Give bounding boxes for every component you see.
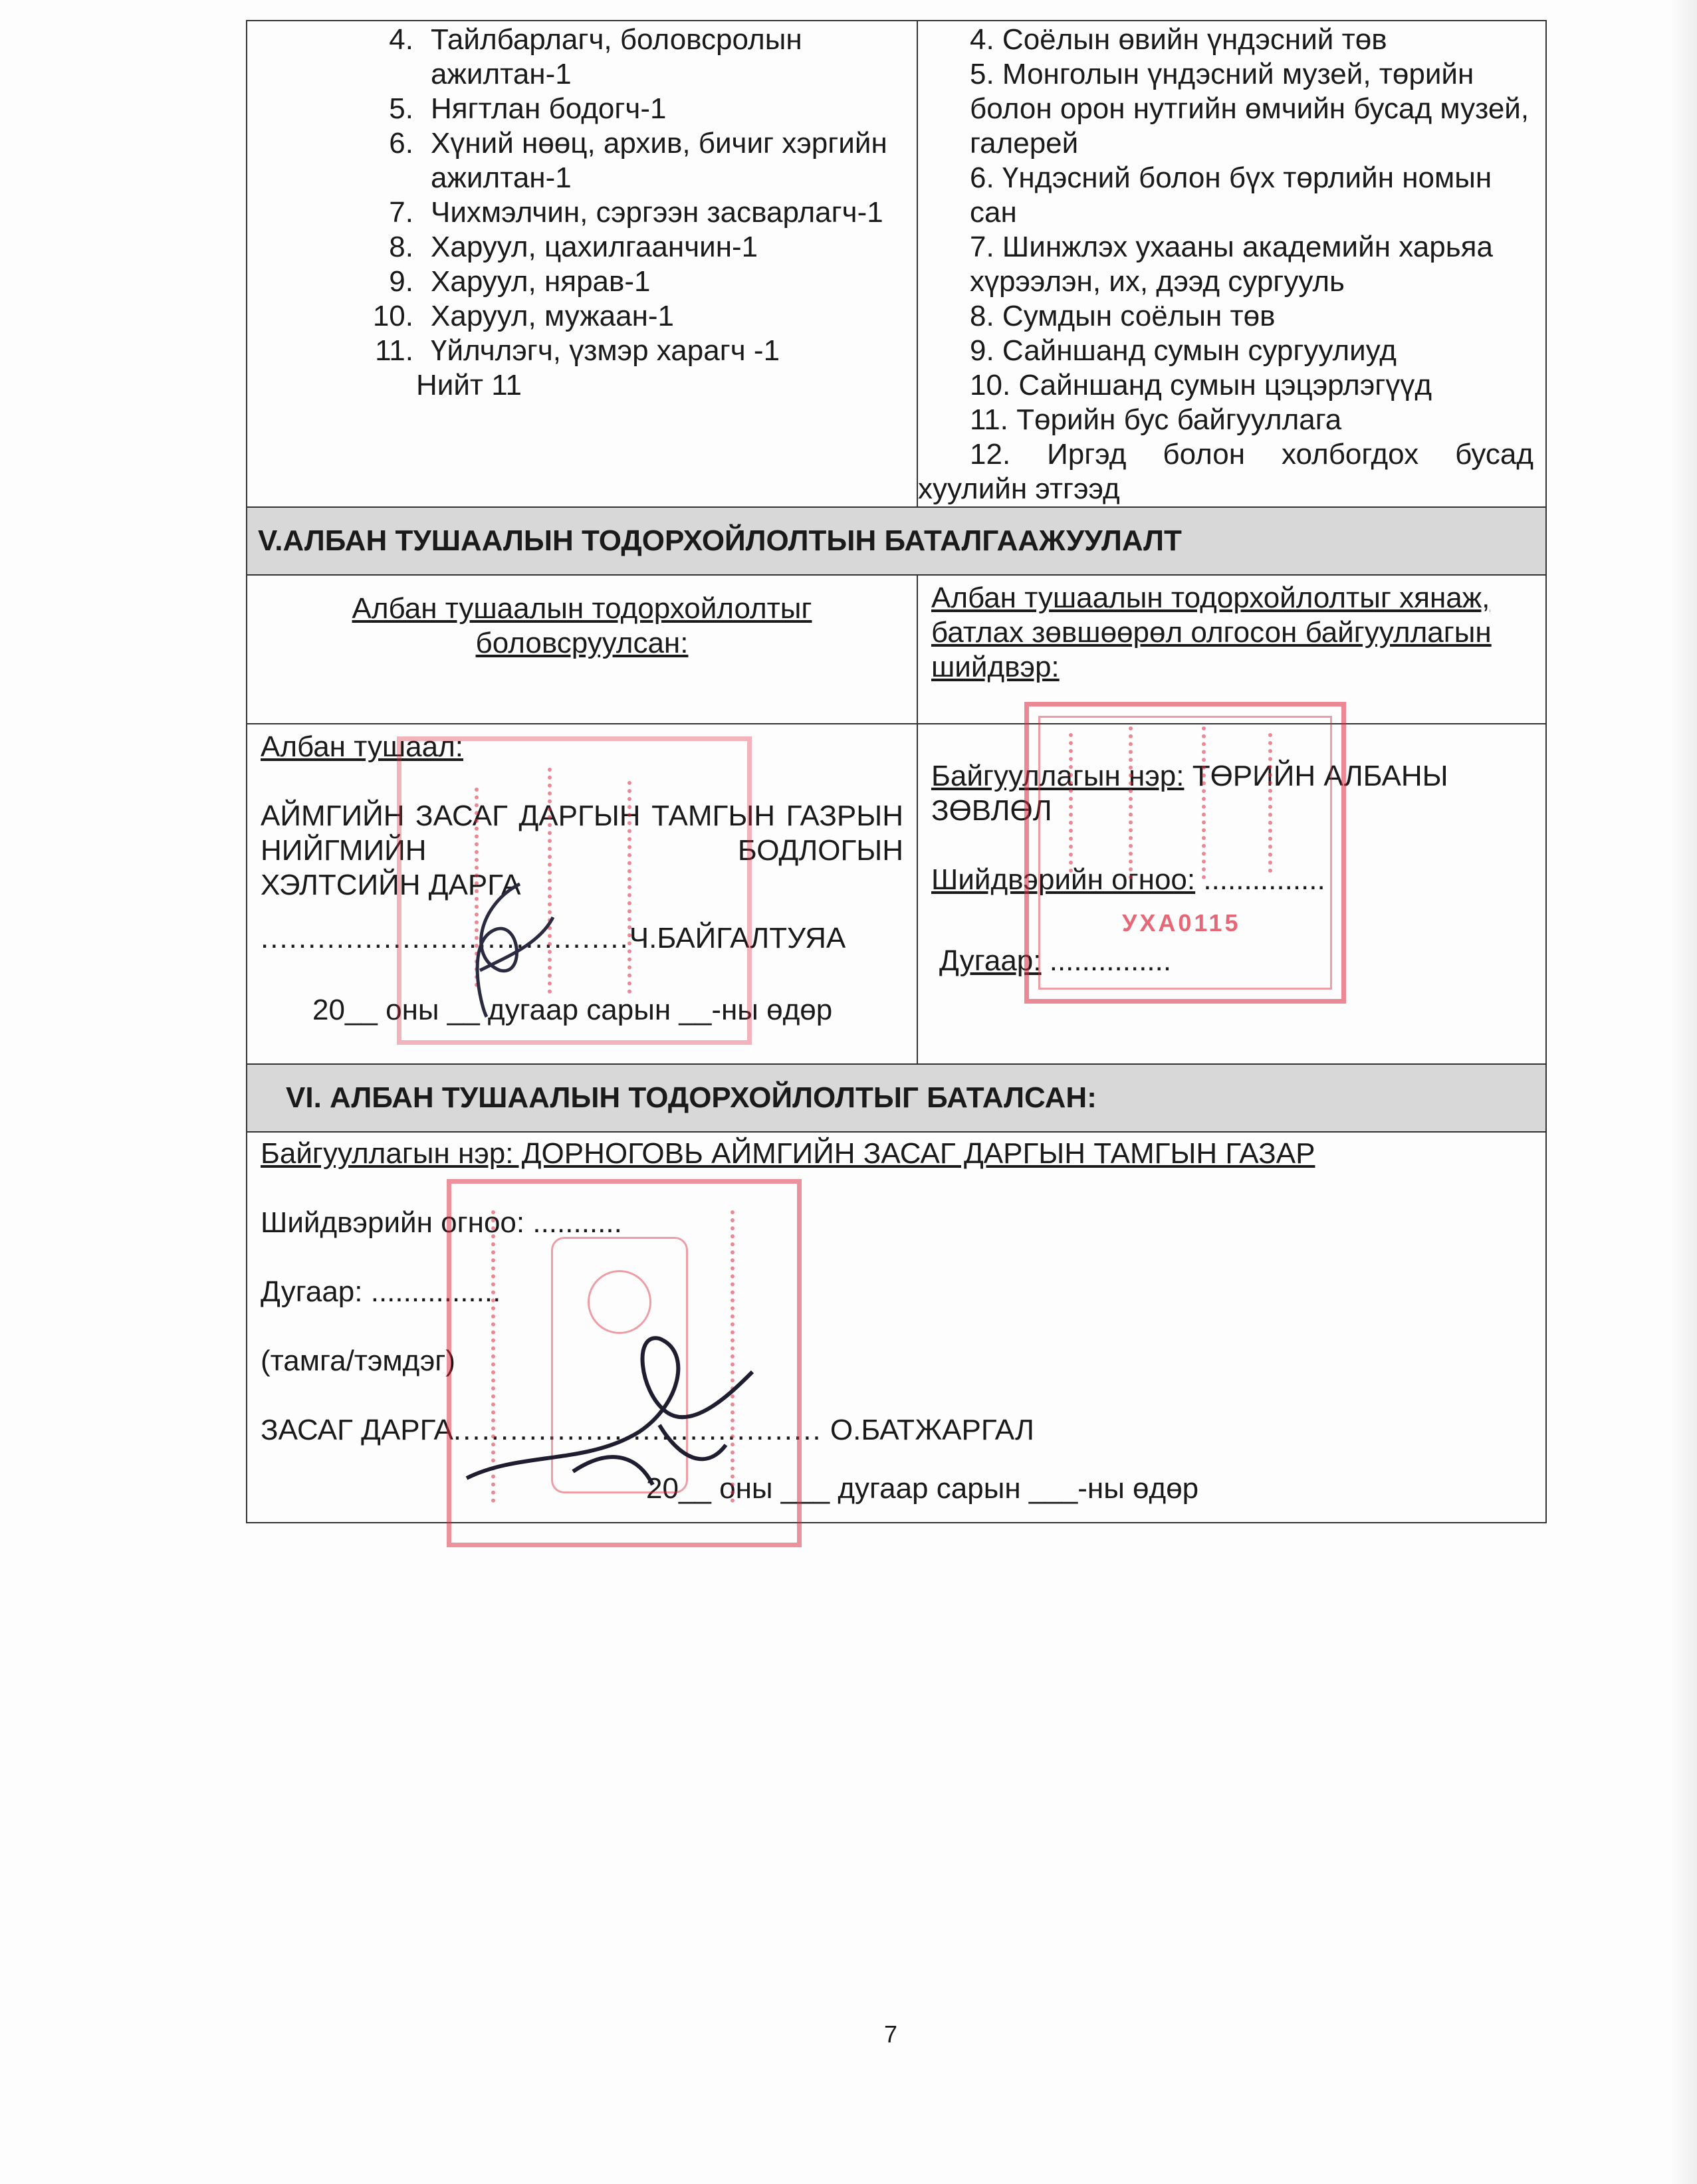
number-value: ............... [1049, 944, 1172, 977]
prepared-date-line: 20__ оны __ дугаар сарын __-ны өдөр [312, 994, 833, 1026]
governor-label: ЗАСАГ ДАРГА [261, 1414, 453, 1446]
list-item-tail: хуулийн этгээд [918, 473, 1120, 505]
section-5-title: V.АЛБАН ТУШААЛЫН ТОДОРХОЙЛОЛТЫН БАТАЛГААЖУУЛАЛТ [258, 524, 1182, 557]
position-label: Албан тушаал: [261, 730, 463, 763]
signature-line: ....................................... [261, 922, 629, 954]
org-label: Байгууллагын нэр: [931, 760, 1185, 792]
section-5-signatures-row [247, 724, 1546, 1064]
section-6-header [247, 1064, 1546, 1132]
section-5-headings-row [247, 575, 1546, 724]
approval-decision-date-label: Шийдвэрийн огноо: [261, 1206, 525, 1239]
approved-by-cell [247, 1132, 1546, 1523]
governor-name: О.БАТЖАРГАЛ [830, 1414, 1034, 1446]
list-item: 11. Үйлчлэгч, үзмэр харагч -1 [375, 334, 780, 367]
external-contacts-cell [917, 21, 1546, 507]
stamp-code: УХА0115 [1122, 909, 1241, 936]
list-item: 10. Харуул, мужаан-1 [372, 300, 674, 332]
approval-date-line: 20__ оны ___ дугаар сарын ___-ны өдөр [646, 1472, 1199, 1505]
prepared-by-cell [247, 724, 917, 1064]
approval-number-value: ................ [370, 1275, 501, 1308]
list-item: 8. Сумдын соёлын төв [970, 300, 1276, 332]
page-number: 7 [884, 2020, 898, 2048]
approving-org-line: Байгууллагын нэр: ДОРНОГОВЬ АЙМГИЙН ЗАСАГ ДАРГЫН ТАМГЫН ГАЗАР [261, 1137, 1315, 1170]
staff-total: Нийт 11 [416, 369, 522, 401]
section-6-row [247, 1132, 1546, 1523]
governor-signature-line: ....................................... [453, 1414, 822, 1446]
list-item: 4. Тайлбарлагч, боловсролын ажилтан-1 [389, 23, 802, 90]
staff-list [247, 23, 917, 368]
section-6-title: VI. АЛБАН ТУШААЛЫН ТОДОРХОЙЛОЛТЫГ БАТАЛСАН: [286, 1081, 1097, 1114]
approval-heading: Албан тушаалын тодорхойлолтыг хянаж, батлах зөвшөөрөл олгосон байгууллагын шийдвэр: [931, 582, 1492, 683]
prepared-by-heading: Албан тушаалын тодорхойлолтыг боловсруулсан: [352, 592, 812, 659]
seal-label: (тамга/тэмдэг) [261, 1345, 455, 1377]
decision-date-label: Шийдвэрийн огноо: [931, 863, 1196, 896]
page-edge [1670, 0, 1697, 2184]
external-contacts-list [918, 23, 1545, 472]
list-item: 11. Төрийн бус байгууллага [970, 403, 1342, 436]
approval-decision-cell [917, 724, 1546, 1064]
list-item: 7. Шинжлэх ухааны академийн харьяа хүрээлэн, их, дээд сургууль [970, 231, 1493, 298]
contacts-row [247, 21, 1546, 507]
list-item: 7. Чихмэлчин, сэргээн засварлагч-1 [389, 196, 883, 229]
signer-name: Ч.БАЙГАЛТУЯА [629, 922, 846, 954]
org-value: ТӨРИЙН АЛБАНЫ ЗӨВЛӨЛ [931, 760, 1448, 827]
list-item: 9. Харуул, нярав-1 [389, 265, 651, 298]
position-title-line2: ХЭЛТСИЙН ДАРГА [261, 869, 521, 901]
position-title-line1: АЙМГИЙН ЗАСАГ ДАРГЫН ТАМГЫН ГАЗРЫН НИЙГМИЙН БОДЛОГЫН [261, 800, 903, 867]
list-item: 12. Иргэд болон холбогдох бусад [970, 438, 1533, 471]
number-label: Дугаар: [939, 944, 1042, 977]
section-5-header [247, 507, 1546, 575]
list-item: 5. Нягтлан бодогч-1 [389, 92, 667, 125]
job-description-table [246, 20, 1547, 1523]
list-item: 5. Монголын үндэсний музей, төрийн болон орон нутгийн өмчийн бусад музей, галерей [970, 58, 1529, 160]
list-item: 6. Хүний нөөц, архив, бичиг хэргийн ажилтан-1 [389, 127, 887, 194]
decision-date-value: ............... [1203, 863, 1325, 896]
list-item: 8. Харуул, цахилгаанчин-1 [389, 231, 758, 263]
list-item: 4. Соёлын өвийн үндэсний төв [970, 23, 1387, 56]
list-item: 10. Сайншанд сумын цэцэрлэгүүд [970, 369, 1432, 401]
list-item: 9. Сайншанд сумын сургуулиуд [970, 334, 1397, 367]
list-item: 6. Үндэсний болон бүх төрлийн номын сан [970, 162, 1492, 229]
approval-number-label: Дугаар: [261, 1275, 363, 1308]
approval-decision-date-value: ........... [532, 1206, 622, 1239]
internal-staff-cell [247, 21, 917, 507]
